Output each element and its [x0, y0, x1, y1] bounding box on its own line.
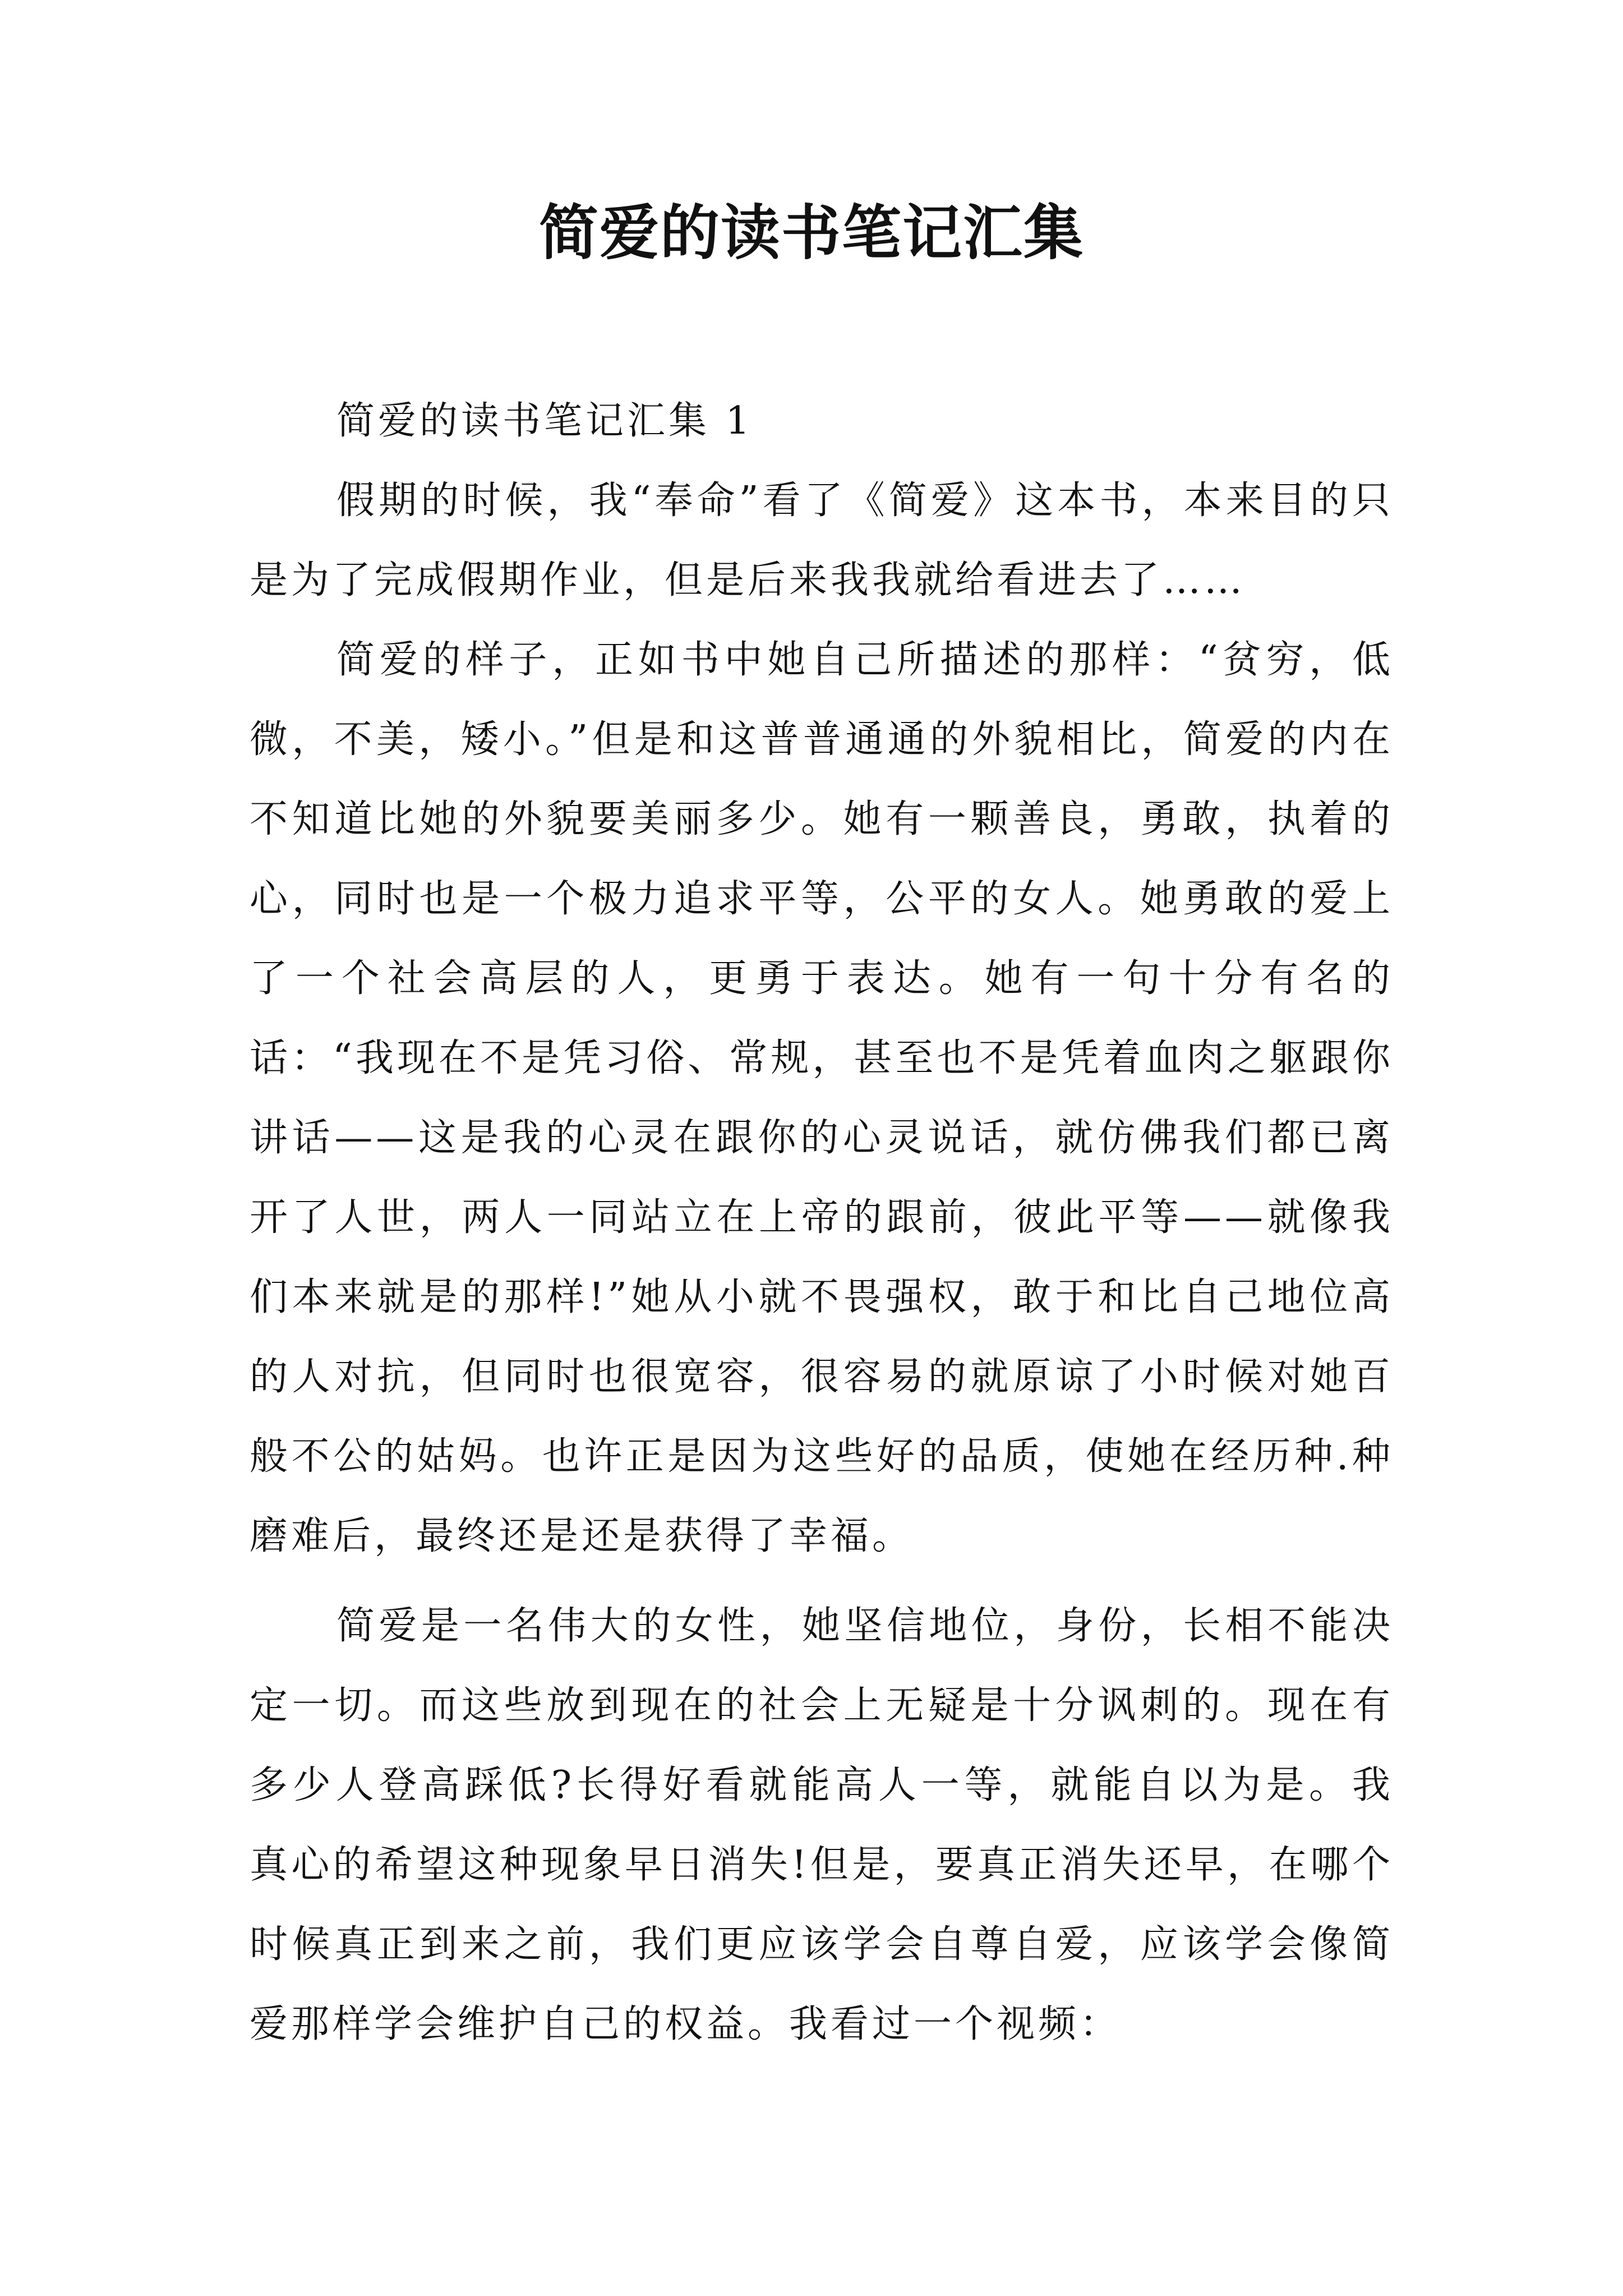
paragraph-1: 假期的时候，我“奉命”看了《简爱》这本书，本来目的只是为了完成假期作业，但是后来我我就给看进去了…… [250, 478, 1394, 602]
document-title: 简爱的读书笔记汇集 [539, 197, 1084, 268]
document-body [250, 381, 1394, 2064]
paragraph-3: 简爱是一名伟大的女性，她坚信地位，身份，长相不能决定一切。而这些放到现在的社会上无疑是十分讽刺的。现在有多少人登高踩低?长得好看就能高人一等，就能自以为是。我真心的希望这种现象早日消失!但是，要真正消失还早，在哪个时候真正到来之前，我们更应该学会自尊自爱，应该学会像简爱那样学会维护自己的权益。我看过一个视频： [250, 1604, 1394, 2046]
paragraph-2: 简爱的样子，正如书中她自己所描述的那样：“贫穷，低微，不美，矮小。”但是和这普普通通的外貌相比，简爱的内在不知道比她的外貌要美丽多少。她有一颗善良，勇敢，执着的心，同时也是一个极力追求平等，公平的女人。她勇敢的爱上了一个社会高层的人，更勇于表达。她有一句十分有名的话：“我现在不是凭习俗、常规，甚至也不是凭着血肉之躯跟你讲话——这是我的心灵在跟你的心灵说话，就仿佛我们都已离开了人世，两人一同站立在上帝的跟前，彼此平等——就像我们本来就是的那样!”她从小就不畏强权，敢于和比自己地位高的人对抗，但同时也很宽容，很容易的就原谅了小时候对她百般不公的姑妈。也许正是因为这些好的品质，使她在经历种.种磨难后，最终还是还是获得了幸福。 [250, 638, 1394, 1558]
section-heading: 简爱的读书笔记汇集 1 [336, 399, 753, 443]
